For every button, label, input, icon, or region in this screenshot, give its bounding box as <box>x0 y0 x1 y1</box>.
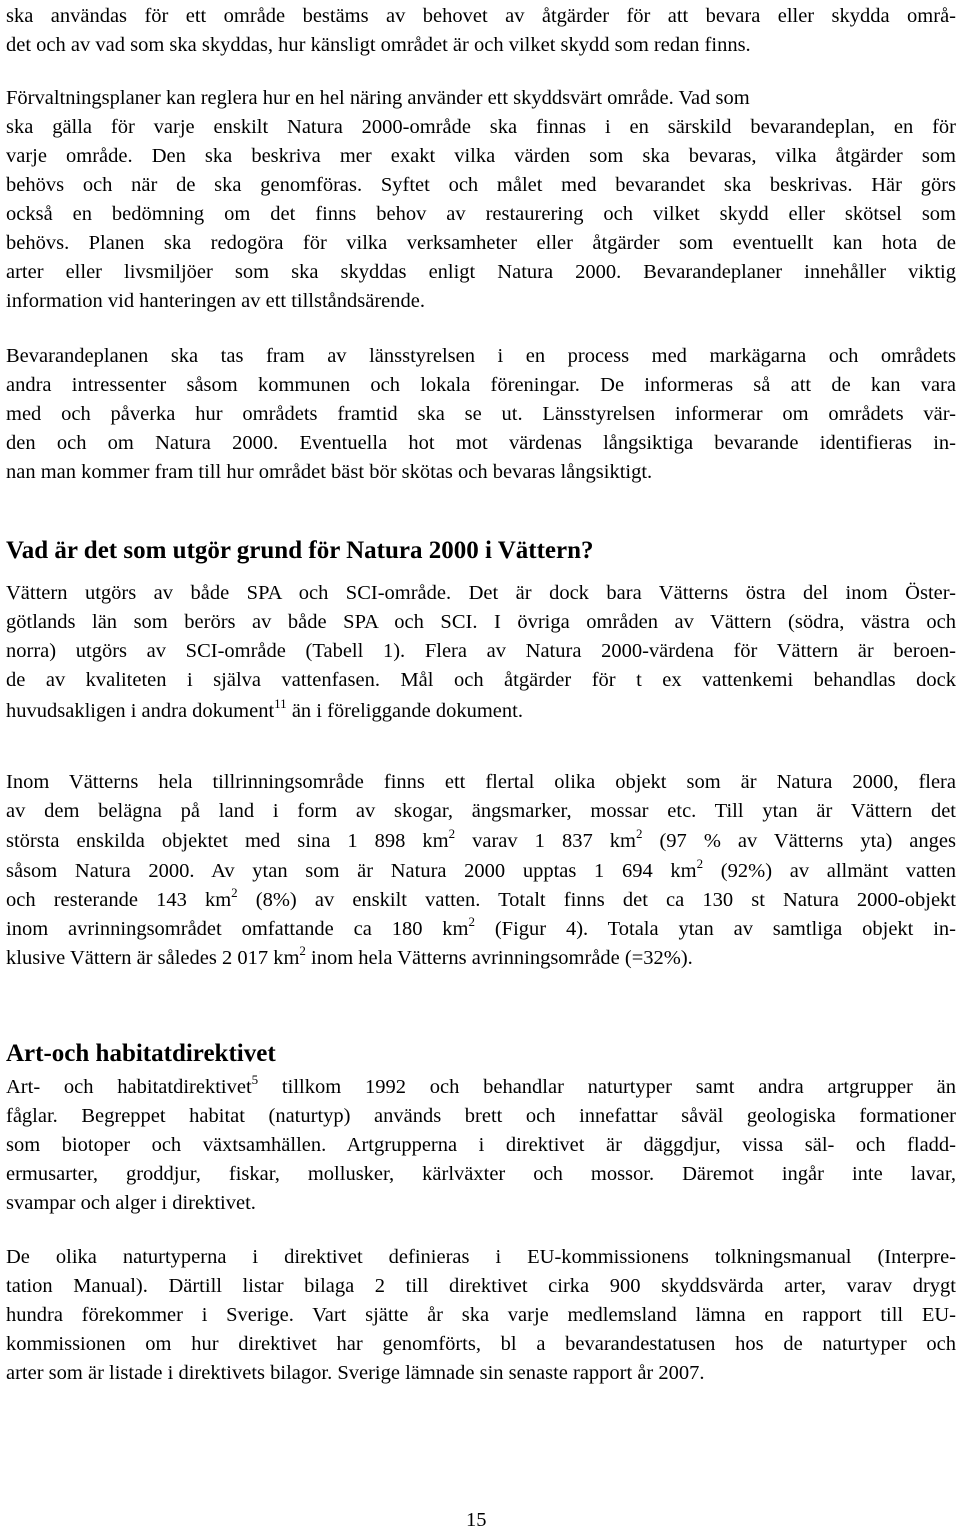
paragraph-line: av dem belägna på land i form av skogar, ängsmarker, mossar etc. Till ytan är Vättern det <box>6 800 956 822</box>
paragraph-line: fåglar. Begreppet habitat (naturtyp) används brett och innefattar såväl geologiska formationer <box>6 1105 956 1127</box>
paragraph-line: arter som är listade i direktivets bilagor. Sverige lämnade sin senaste rapport år 2007. <box>6 1362 705 1384</box>
paragraph-line: nan man kommer fram till hur området bäst bör skötas och bevaras långsiktigt. <box>6 461 653 483</box>
paragraph-line: ska gälla för varje enskilt Natura 2000-område ska finnas i en särskild bevarandeplan, en för <box>6 116 956 138</box>
paragraph-line: götlands län som berörs av både SPA och SCI. I övriga områden av Vättern (södra, västra och <box>6 611 956 633</box>
paragraph-line: huvudsakligen i andra dokument$^{11}$ än i föreliggande dokument. <box>6 696 523 722</box>
paragraph-line: Förvaltningsplaner kan reglera hur en hel näring använder ett skyddsvärt område. Vad som <box>6 87 750 109</box>
paragraph-line: också en bedömning om det finns behov av restaurering och vilket skydd eller skötsel som <box>6 203 956 225</box>
paragraph-line: ermusarter, groddjur, fiskar, mollusker, kärlväxter och mossor. Däremot ingår inte lavar, <box>6 1163 956 1185</box>
section-heading: Vad är det som utgör grund för Natura 2000 i Vättern? <box>6 537 594 564</box>
paragraph-line: såsom Natura 2000. Av ytan som är Natura 2000 upptas 1 694 $km^2$ (92%) av allmänt vatten <box>6 856 956 882</box>
paragraph-line: den och om Natura 2000. Eventuella hot mot värdenas långsiktiga bevarande identifieras in- <box>6 432 956 454</box>
paragraph-line: Inom Vätterns hela tillrinningsområde finns ett flertal olika objekt som är Natura 2000, flera <box>6 771 956 793</box>
paragraph-line: kommissionen om hur direktivet har genomförts, bl a bevarandestatusen hos de naturtyper och <box>6 1333 956 1355</box>
paragraph-line: norra) utgörs av SCI-område (Tabell 1). Flera av Natura 2000-värdena för Vättern är beroen- <box>6 640 956 662</box>
paragraph-line: Bevarandeplanen ska tas fram av länsstyrelsen i en process med markägarna och områdets <box>6 345 956 367</box>
paragraph-line: inom avrinningsområdet omfattande ca 180 $km^2$ (Figur 4). Totala ytan av samtliga objekt in- <box>6 914 956 940</box>
paragraph-line: Art- och habitatdirektivet$^5$ tillkom 1992 och behandlar naturtyper samt andra artgrupper än <box>6 1072 957 1098</box>
paragraph-line: med och påverka hur områdets framtid ska se ut. Länsstyrelsen informerar om områdets vär- <box>6 403 956 425</box>
paragraph-line: behövs. Planen ska redogöra för vilka verksamheter eller åtgärder som eventuellt kan hota de <box>6 232 956 254</box>
paragraph-line: De olika naturtyperna i direktivet definieras i EU-kommissionens tolkningsmanual (Interpre- <box>6 1246 956 1268</box>
paragraph-line: ska användas för ett område bestäms av behovet av åtgärder för att bevara eller skydda områ- <box>6 5 956 27</box>
paragraph-line: största enskilda objektet med sina 1 898 $km^2$ varav 1 837 $km^2$ (97 % av Vätterns yta) anges <box>6 826 956 852</box>
paragraph-line: Vättern utgörs av både SPA och SCI-område. Det är dock bara Vätterns östra del inom Öster- <box>6 582 956 604</box>
paragraph-line: arter eller livsmiljöer som ska skyddas enligt Natura 2000. Bevarandeplaner innehåller viktig <box>6 261 956 283</box>
page-number: 15 <box>466 1509 487 1531</box>
paragraph-line: varje område. Den ska beskriva mer exakt vilka värden som ska bevaras, vilka åtgärder som <box>6 145 956 167</box>
paragraph-line: hundra förekommer i Sverige. Vart sjätte år ska varje medlemsland lämna en rapport till EU- <box>6 1304 956 1326</box>
paragraph-line: svampar och alger i direktivet. <box>6 1192 256 1214</box>
paragraph-line: de av kvaliteten i själva vattenfasen. Mål och åtgärder för t ex vattenkemi behandlas dock <box>6 669 956 691</box>
paragraph-line: tation Manual). Därtill listar bilaga 2 till direktivet cirka 900 skyddsvärda arter, varav drygt <box>6 1275 956 1297</box>
paragraph-line: andra intressenter såsom kommunen och lokala föreningar. De informeras så att de kan vara <box>6 374 956 396</box>
paragraph-line: det och av vad som ska skyddas, hur känsligt området är och vilket skydd som redan finns. <box>6 34 751 56</box>
paragraph-line: klusive Vättern är således 2 017 $km^2$ inom hela Vätterns avrinningsområde (=32%). <box>6 943 693 969</box>
paragraph-line: behövs och när de ska genomföras. Syftet och målet med bevarandet ska beskrivas. Här görs <box>6 174 956 196</box>
section-heading: Art-och habitatdirektivet <box>6 1040 276 1067</box>
paragraph-line: och resterande 143 $km^2$ (8%) av enskilt vatten. Totalt finns det ca 130 st Natura 2000-objekt <box>6 885 956 911</box>
paragraph-line: information vid hanteringen av ett tillståndsärende. <box>6 290 425 312</box>
paragraph-line: som biotoper och växtsamhällen. Artgrupperna i direktivet är däggdjur, vissa säl- och fladd- <box>6 1134 956 1156</box>
footnote-ref: 5 <box>251 1072 259 1087</box>
footnote-ref: 11 <box>274 696 287 711</box>
